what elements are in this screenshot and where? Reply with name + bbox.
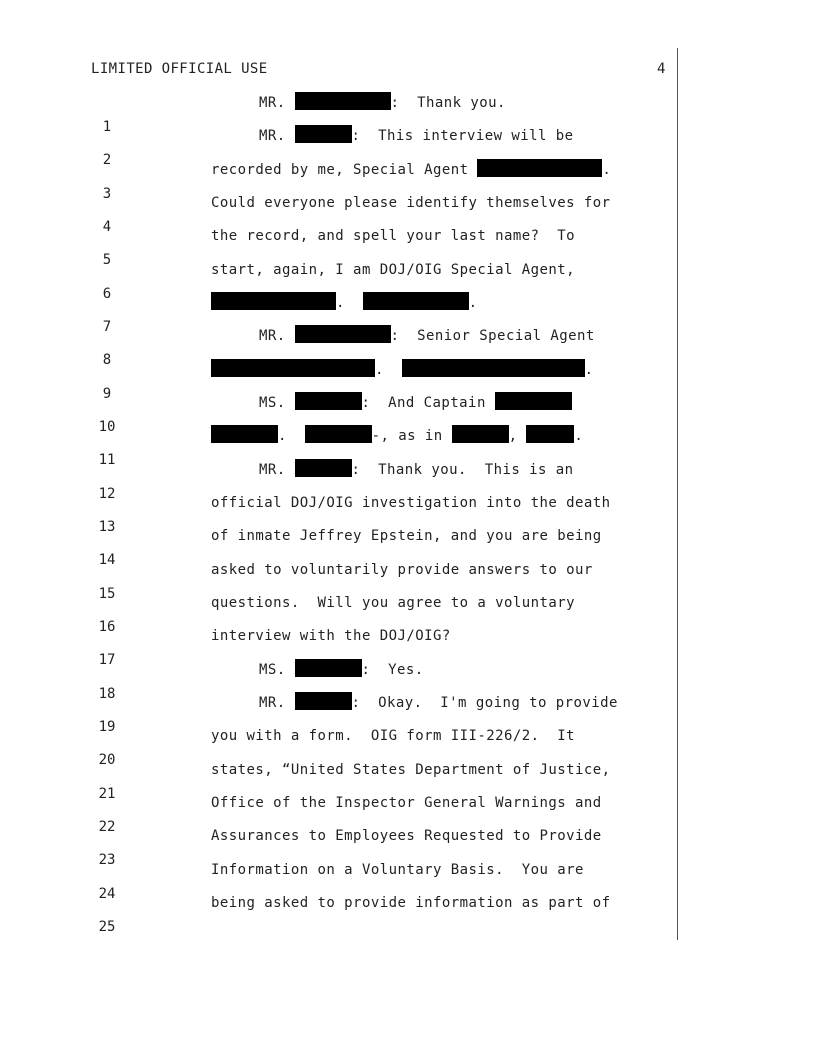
line-number: 18 — [98, 686, 116, 702]
line-text: recorded by me, Special Agent . — [211, 158, 611, 182]
line-text: questions. Will you agree to a voluntary — [211, 595, 576, 611]
line-text: Could everyone please identify themselves for — [211, 195, 611, 211]
transcript-line — [0, 158, 816, 202]
transcript-line — [0, 624, 816, 668]
line-number: 4 — [102, 219, 112, 235]
transcript-line — [0, 658, 816, 702]
transcript-line — [0, 558, 816, 602]
transcript-line — [0, 224, 816, 268]
redaction-box — [211, 359, 375, 377]
line-number: 2 — [102, 152, 112, 168]
line-number: 6 — [102, 286, 112, 302]
redaction-box — [402, 359, 585, 377]
transcript-line — [0, 524, 816, 568]
transcript-line — [0, 91, 816, 135]
line-number: 9 — [102, 386, 112, 402]
line-number: 25 — [98, 919, 116, 935]
transcript-line — [0, 191, 816, 235]
line-text: you with a form. OIG form III-226/2. It — [211, 728, 576, 744]
line-text: start, again, I am DOJ/OIG Special Agent, — [211, 262, 576, 278]
line-number: 10 — [98, 419, 116, 435]
line-number: 15 — [98, 586, 116, 602]
line-text: of inmate Jeffrey Epstein, and you are being — [211, 528, 602, 544]
transcript-line — [0, 591, 816, 635]
transcript-line — [0, 691, 816, 735]
line-text: MS. : And Captain — [259, 391, 572, 415]
line-text: MR. : Thank you. — [259, 91, 506, 115]
redaction-box — [211, 292, 336, 310]
line-text: states, “United States Department of Justice, — [211, 762, 611, 778]
redaction-box — [363, 292, 469, 310]
transcript-line — [0, 391, 816, 435]
line-number: 21 — [98, 786, 116, 802]
redaction-box — [495, 392, 572, 410]
page-number: 4 — [657, 61, 666, 77]
redaction-box — [305, 425, 372, 443]
line-text: MR. : Thank you. This is an — [259, 458, 573, 482]
transcript-line — [0, 791, 816, 835]
line-text: . -, as in , . — [211, 424, 583, 448]
transcript-line — [0, 891, 816, 935]
transcript-line — [0, 291, 816, 335]
line-text: MR. : Senior Special Agent — [259, 324, 595, 348]
classification-header: LIMITED OFFICIAL USE — [91, 61, 268, 77]
line-text: MR. : This interview will be — [259, 124, 573, 148]
line-number: 16 — [98, 619, 116, 635]
transcript-line — [0, 758, 816, 802]
line-text: official DOJ/OIG investigation into the death — [211, 495, 611, 511]
line-number: 8 — [102, 352, 112, 368]
transcript-line — [0, 491, 816, 535]
transcript-line — [0, 258, 816, 302]
line-text: Information on a Voluntary Basis. You are — [211, 862, 584, 878]
line-text: being asked to provide information as part of — [211, 895, 611, 911]
transcript-line — [0, 358, 816, 402]
line-text: Assurances to Employees Requested to Provide — [211, 828, 602, 844]
line-number: 1 — [102, 119, 112, 135]
transcript-line — [0, 858, 816, 902]
line-text: Office of the Inspector General Warnings and — [211, 795, 602, 811]
transcript-line — [0, 824, 816, 868]
line-number: 14 — [98, 552, 116, 568]
line-text: asked to voluntarily provide answers to our — [211, 562, 593, 578]
redaction-box — [295, 459, 352, 477]
line-number: 23 — [98, 852, 116, 868]
line-number: 19 — [98, 719, 116, 735]
line-number: 11 — [98, 452, 116, 468]
redaction-box — [295, 92, 391, 110]
line-text: MR. : Okay. I'm going to provide — [259, 691, 618, 715]
transcript-line — [0, 424, 816, 468]
redaction-box — [211, 425, 278, 443]
transcript-line — [0, 324, 816, 368]
line-text: the record, and spell your last name? To — [211, 228, 576, 244]
line-number: 17 — [98, 652, 116, 668]
transcript-line — [0, 124, 816, 168]
line-number: 7 — [102, 319, 112, 335]
line-number: 12 — [98, 486, 116, 502]
line-text: interview with the DOJ/OIG? — [211, 628, 451, 644]
redaction-box — [452, 425, 509, 443]
transcript-line — [0, 724, 816, 768]
line-text: . . — [211, 291, 478, 315]
line-number: 3 — [102, 186, 112, 202]
line-number: 13 — [98, 519, 116, 535]
redaction-box — [295, 659, 362, 677]
line-number: 22 — [98, 819, 116, 835]
redaction-box — [477, 159, 602, 177]
redaction-box — [295, 692, 352, 710]
line-text: . . — [211, 358, 594, 382]
line-text: MS. : Yes. — [259, 658, 424, 682]
transcript-line — [0, 458, 816, 502]
redaction-box — [295, 125, 352, 143]
redaction-box — [295, 325, 391, 343]
redaction-box — [526, 425, 574, 443]
line-number: 24 — [98, 886, 116, 902]
redaction-box — [295, 392, 362, 410]
line-number: 5 — [102, 252, 112, 268]
line-number: 20 — [98, 752, 116, 768]
